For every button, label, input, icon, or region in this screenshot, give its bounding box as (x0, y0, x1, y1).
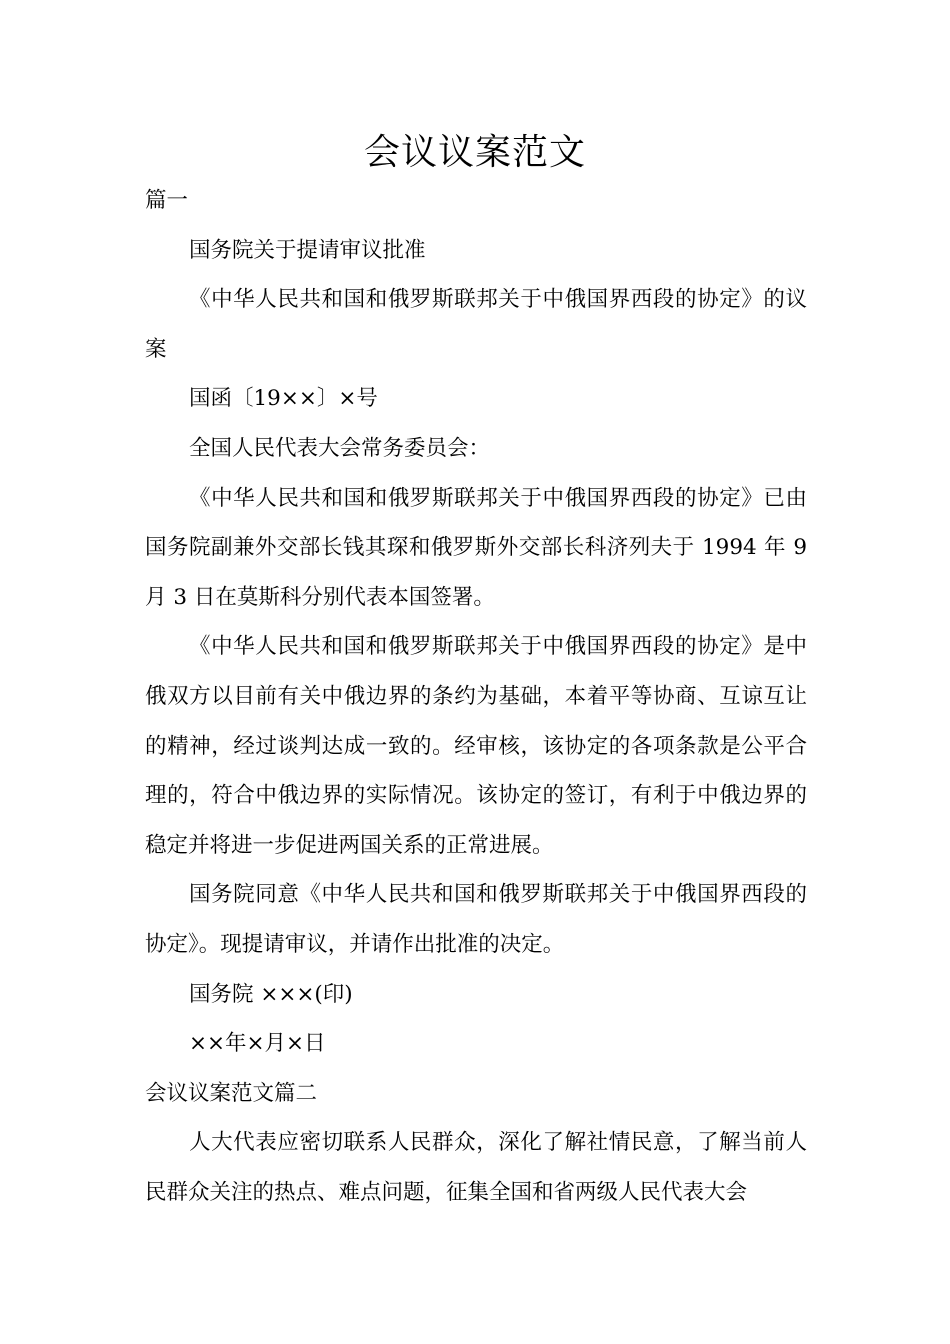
proposal-heading-line-2: 《中华人民共和国和俄罗斯联邦关于中俄国界西段的协定》的议案 (145, 287, 807, 362)
document-title: 会议议案范文 (363, 132, 586, 173)
signature-line: 国务院 ×××(印) (189, 981, 353, 1007)
document-number: 国函〔19××〕×号 (189, 386, 378, 412)
section-heading-part-one: 篇一 (145, 188, 189, 213)
section-heading-part-two: 会议议案范文篇二 (145, 1080, 318, 1106)
document-body (145, 176, 807, 1217)
body-paragraph: 人大代表应密切联系人民群众，深化了解社情民意，了解当前人民群众关注的热点、难点问题，征集全国和省两级人民代表大会 (145, 1130, 807, 1205)
body-paragraph: 《中华人民共和国和俄罗斯联邦关于中俄国界西段的协定》已由国务院副兼外交部长钱其琛和俄罗斯外交部长科济列夫于 1994 年 9 月 3 日在莫斯科分别代表本国签署。 (145, 485, 807, 610)
recipient-line: 全国人民代表大会常务委员会： (189, 435, 491, 461)
proposal-heading-line-1: 国务院关于提请审议批准 (189, 237, 426, 263)
date-line: ××年×月×日 (189, 1031, 326, 1057)
body-paragraph: 《中华人民共和国和俄罗斯联邦关于中俄国界西段的协定》是中俄双方以目前有关中俄边界的条约为基础，本着平等协商、互谅互让的精神，经过谈判达成一致的。经审核，该协定的各项条款是公平合理的，符合中俄边界的实际情况。该协定的签订，有利于中俄边界的稳定并将进一步促进两国关系的正常进展。 (145, 634, 807, 858)
body-paragraph: 国务院同意《中华人民共和国和俄罗斯联邦关于中俄国界西段的协定》。现提请审议，并请作出批准的决定。 (145, 882, 807, 957)
